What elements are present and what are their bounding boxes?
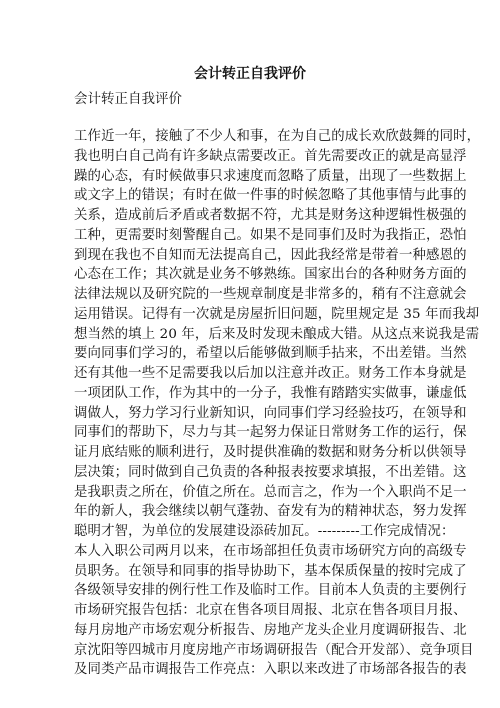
body-text-line: 一项团队工作，作为其中的一分子，我惟有踏踏实实做事，谦虚低 — [74, 385, 467, 401]
body-text-line: 工作近一年，接触了不少人和事，在为自己的成长欢欣鼓舞的同时， — [74, 129, 481, 144]
body-text-line: 京沈阳等四城市月度房地产市场调研报告（配合开发部）、竞争项目 — [74, 642, 474, 658]
body-text-line: 各级领导安排的例行性工作及临时工作。目前本人负责的主要例行 — [74, 583, 467, 599]
body-text-line: 到现在我也不自知而无法提高自己，因此我经常是带着一种感恩的 — [74, 247, 467, 263]
body-text-line: 调做人，努力学习行业新知识，向同事们学习经验技巧，在领导和 — [74, 405, 467, 421]
body-text-line: 法律法规以及研究院的一些规章制度是非常多的，稍有不注意就会 — [74, 287, 467, 302]
body-text-line: 想当然的填上 20 年，后来及时发现未酿成大错。从这点来说我是需 — [74, 326, 480, 342]
body-text-line: 是我职责之所在，价值之所在。总而言之，作为一个入职尚不足一 — [74, 484, 467, 500]
body-text-line: 证月底结账的顺利进行，及时提供准确的数据和财务分析以供领导 — [74, 445, 467, 460]
body-text-line: 运用错误。记得有一次就是房屋折旧问题，院里规定是 35 年而我却 — [74, 306, 480, 322]
document-body — [74, 127, 481, 680]
body-text-line: 层决策；同时做到自己负责的各种报表按要求填报，不出差错。这 — [74, 464, 467, 480]
body-text-line: 员职务。在领导和同事的指导协助下，基本保质保量的按时完成了 — [74, 563, 467, 579]
body-text-line: 及同类产品市调报告工作亮点：入职以来改进了市场部各报告的表 — [74, 662, 467, 678]
body-text-line: 年的新人，我会继续以朝气蓬勃、奋发有为的精神状态，努力发挥 — [74, 504, 467, 520]
body-text-line: 聪明才智，为单位的发展建设添砖加瓦。---------工作完成情况： — [74, 524, 455, 539]
body-text-line: 心态在工作；其次就是业务不够熟练。国家出台的各种财务方面的 — [74, 267, 467, 283]
body-text-line: 工种，更需要时刻警醒自己。如果不是同事们及时为我指正，恐怕 — [74, 227, 467, 243]
body-text-line: 每月房地产市场宏观分析报告、房地产龙头企业月度调研报告、北 — [74, 622, 467, 638]
body-text-line: 要向同事们学习的，希望以后能够做到顺手拈来，不出差错。当然 — [74, 346, 467, 362]
document-title: 会计转正自我评价 — [194, 66, 306, 82]
document-subtitle: 会计转正自我评价 — [74, 91, 182, 107]
body-text-line: 我也明白自己尚有许多缺点需要改正。首先需要改正的就是高显浮 — [74, 148, 467, 164]
body-text-line: 或文字上的错误；有时在做一件事的时候忽略了其他事情与此事的 — [74, 188, 467, 204]
body-text-line: 本人入职公司两月以来，在市场部担任负责市场研究方向的高级专 — [74, 543, 467, 559]
body-text-line: 躁的心态，有时候做事只求速度而忽略了质量，出现了一些数据上 — [74, 168, 467, 184]
body-text-line: 关系，造成前后矛盾或者数据不符，尤其是财务这种逻辑性极强的 — [74, 208, 467, 223]
body-text-line: 市场研究报告包括：北京在售各项目周报、北京在售各项目月报、 — [74, 603, 467, 618]
body-text-line: 同事们的帮助下，尽力与其一起努力保证日常财务工作的运行，保 — [74, 425, 467, 441]
body-text-line: 还有其他一些不足需要我以后加以注意并改正。财务工作本身就是 — [74, 366, 467, 381]
